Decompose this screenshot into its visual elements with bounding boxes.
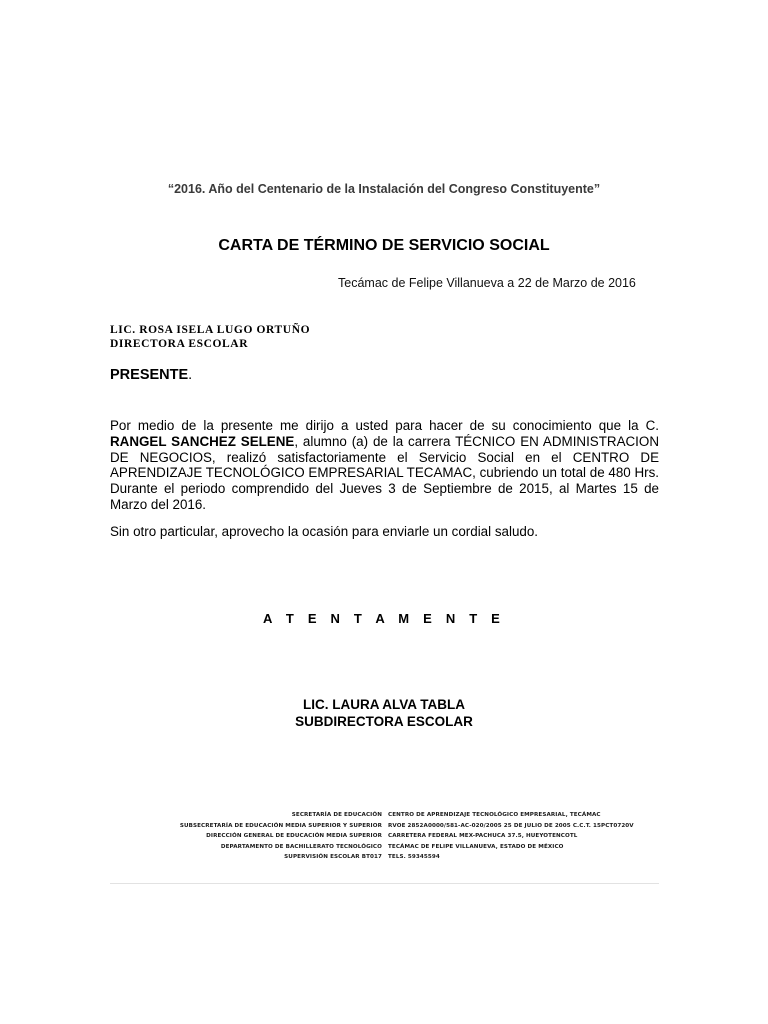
body-paragraph — [110, 418, 659, 513]
body-intro: Por medio de la presente me dirijo a usted para hacer de su conocimiento que la C. — [110, 418, 659, 433]
footer-right-line: TELS. 59345594 — [388, 854, 440, 860]
footer-right-line: TECÁMAC DE FELIPE VILLANUEVA, ESTADO DE MÉXICO — [388, 843, 564, 850]
signer-block — [0, 696, 768, 730]
footer-left-line: SUBSECRETARÍA DE EDUCACIÓN MEDIA SUPERIOR Y SUPERIOR — [179, 822, 382, 829]
student-name: RANGEL SANCHEZ SELENE — [110, 433, 295, 449]
footer-right-line: CARRETERA FEDERAL MEX-PACHUCA 37.5, HUEYOTENCOTL — [388, 833, 578, 839]
footer-left-line: DEPARTAMENTO DE BACHILLERATO TECNOLÓGICO — [220, 843, 382, 850]
footer-left-line: SECRETARÍA DE EDUCACIÓN — [291, 812, 382, 818]
footer-right-column — [388, 810, 658, 863]
greeting-word: PRESENTE — [110, 367, 189, 383]
greeting — [110, 367, 192, 383]
signer-role: SUBDIRECTORA ESCOLAR — [295, 714, 473, 729]
footer-letterhead — [110, 800, 659, 884]
place-date: Tecámac de Felipe Villanueva a 22 de Marzo de 2016 — [338, 276, 636, 290]
footer-left-line: DIRECCIÓN GENERAL DE EDUCACIÓN MEDIA SUPERIOR — [206, 833, 382, 839]
footer-left-column — [160, 810, 382, 863]
footer-right-line: CENTRO DE APRENDIZAJE TECNOLÓGICO EMPRESARIAL, TECÁMAC — [388, 812, 601, 818]
greeting-punct: . — [188, 367, 193, 383]
recipient-role: DIRECTORA ESCOLAR — [110, 338, 249, 350]
document-title: CARTA DE TÉRMINO DE SERVICIO SOCIAL — [218, 237, 550, 254]
closing-paragraph: Sin otro particular, aprovecho la ocasión para enviarle un cordial saludo. — [110, 524, 539, 539]
recipient-name: LIC. ROSA ISELA LUGO ORTUÑO — [110, 324, 311, 336]
body-rest: , alumno (a) de la carrera TÉCNICO EN ADMINISTRACION DE NEGOCIOS, realizó satisfactoriamente el Servicio Social en el CENTRO DE APRENDIZAJE TECNOLÓGICO EMPRESARIAL TECAMAC, cubriendo un total de 480 Hrs. Durante el periodo comprendido del Jueves 3 de Septiembre de 2015, al Martes 15 de Marzo del 2016. — [110, 433, 659, 512]
footer-left-line: SUPERVISIÓN ESCOLAR BT017 — [284, 854, 382, 860]
footer-right-line: RVOE 2852A0000/581-AC-020/2005 25 DE JULIO DE 2005 C.C.T. 15PCT0720V — [388, 822, 634, 829]
motto-line: “2016. Año del Centenario de la Instalación del Congreso Constituyente” — [167, 182, 601, 196]
signer-name: LIC. LAURA ALVA TABLA — [303, 697, 465, 712]
signoff: A T E N T A M E N T E — [262, 611, 506, 626]
recipient-block — [110, 323, 310, 351]
